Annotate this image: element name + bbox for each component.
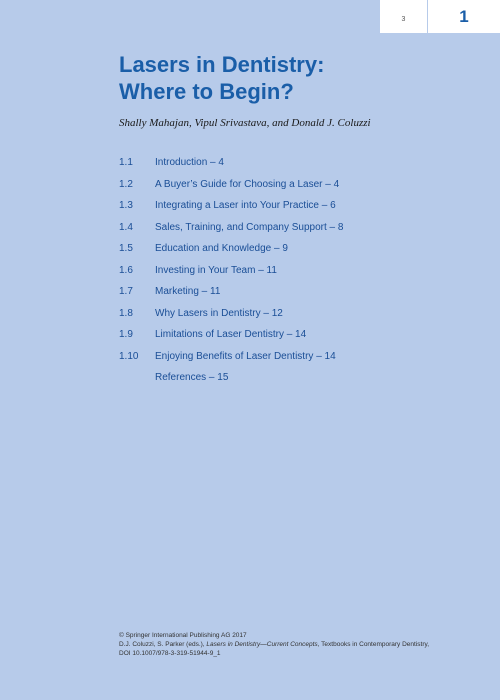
- toc-entry-number: 1.9: [119, 329, 133, 341]
- toc-entry-title: A Buyer’s Guide for Choosing a Laser – 4: [155, 178, 340, 190]
- toc-entry[interactable]: [119, 217, 459, 239]
- toc-entry[interactable]: [119, 152, 459, 174]
- toc-entry[interactable]: [119, 303, 459, 325]
- doi-line: DOI 10.1007/978-3-319-51944-9_1: [119, 650, 221, 657]
- toc-entry[interactable]: [119, 195, 459, 217]
- toc-entry[interactable]: [119, 281, 459, 303]
- chapter-authors: Shally Mahajan, Vipul Srivastava, and Donald J. Coluzzi: [119, 117, 371, 129]
- toc-entry-number: 1.5: [119, 243, 133, 255]
- table-of-contents: [119, 152, 459, 389]
- chapter-title-line-2: Where to Begin?: [119, 79, 294, 104]
- citation-editors: D.J. Coluzzi, S. Parker (eds.),: [119, 641, 207, 648]
- toc-entry-number: 1.10: [119, 350, 139, 362]
- toc-entry-number: 1.3: [119, 200, 133, 212]
- toc-entry-title: References – 15: [155, 372, 229, 384]
- copyright-line: © Springer International Publishing AG 2017: [119, 632, 247, 639]
- chapter-title: [119, 51, 479, 105]
- citation-series: , Textbooks in Contemporary Dentistry,: [317, 641, 430, 648]
- toc-entry-number: 1.1: [119, 157, 133, 169]
- toc-entry-title: Why Lasers in Dentistry – 12: [155, 307, 283, 319]
- toc-entry[interactable]: [119, 324, 459, 346]
- citation-book-title: Lasers in Dentistry—Current Concepts: [206, 641, 318, 648]
- toc-entry-title: Limitations of Laser Dentistry – 14: [155, 329, 307, 341]
- citation-line: [119, 640, 479, 649]
- toc-entry-number: 1.7: [119, 286, 133, 298]
- toc-entry[interactable]: [119, 260, 459, 282]
- page-tab: [380, 0, 500, 33]
- toc-entry[interactable]: [119, 346, 459, 368]
- page-number: 3: [401, 16, 406, 23]
- toc-entry-number: 1.6: [119, 264, 133, 276]
- chapter-title-line-1: Lasers in Dentistry:: [119, 52, 325, 77]
- toc-entry[interactable]: [119, 238, 459, 260]
- toc-entry-title: Education and Knowledge – 9: [155, 243, 288, 255]
- toc-entry-title: Investing in Your Team – 11: [155, 264, 277, 276]
- toc-entry-title: Integrating a Laser into Your Practice – 6: [155, 200, 336, 212]
- toc-entry-title: Enjoying Benefits of Laser Dentistry – 14: [155, 350, 336, 362]
- toc-entry-number: 1.8: [119, 307, 133, 319]
- toc-entry-number: 1.4: [119, 221, 133, 233]
- toc-entry-title: Introduction – 4: [155, 157, 224, 169]
- toc-entry-title: Sales, Training, and Company Support – 8: [155, 221, 344, 233]
- toc-entry-title: Marketing – 11: [155, 286, 221, 298]
- publication-footer: [119, 631, 479, 658]
- toc-entry[interactable]: [119, 174, 459, 196]
- toc-entry-references[interactable]: [119, 367, 459, 389]
- chapter-number: 1: [459, 7, 469, 26]
- toc-entry-number: 1.2: [119, 178, 133, 190]
